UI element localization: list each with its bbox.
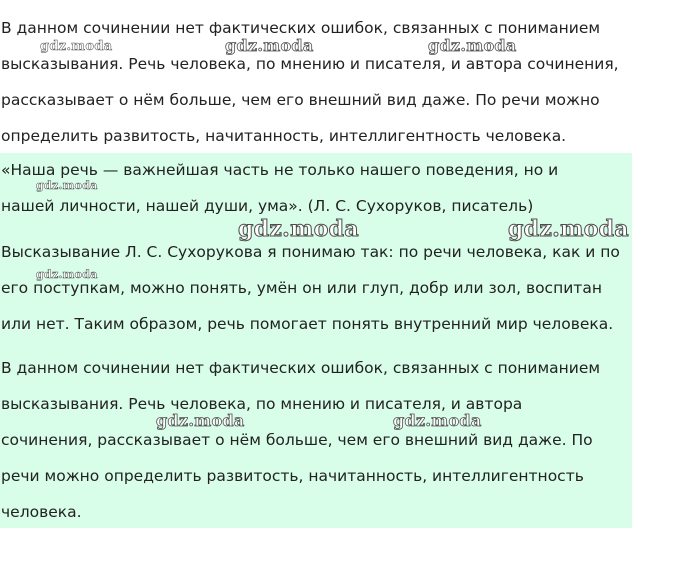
text-line: сочинения, рассказывает о нём больше, чем его внешний вид даже. По bbox=[1, 431, 593, 449]
text-line: речи можно определить развитость, начитанность, интеллигентность bbox=[1, 467, 584, 485]
text-line: высказывания. Речь человека, по мнению и писателя, и автора сочинения, bbox=[1, 55, 619, 73]
watermark: gdz.moda bbox=[238, 216, 359, 242]
text-line: нашей личности, нашей души, ума». (Л. С. Сухоруков, писатель) bbox=[1, 197, 534, 215]
text-line: человека. bbox=[1, 503, 82, 521]
text-line: В данном сочинении нет фактических ошибок, связанных с пониманием bbox=[1, 19, 601, 37]
text-line: рассказывает о нём больше, чем его внешний вид даже. По речи можно bbox=[1, 91, 600, 109]
text-line: «Наша речь — важнейшая часть не только нашего поведения, но и bbox=[1, 161, 559, 179]
text-line: его поступкам, можно понять, умён он или глуп, добр или зол, воспитан bbox=[1, 279, 602, 297]
watermark: gdz.moda bbox=[40, 39, 113, 54]
watermark: gdz.moda bbox=[36, 268, 98, 281]
watermark: gdz.moda bbox=[508, 216, 629, 242]
text-line: Высказывание Л. С. Сухорукова я понимаю так: по речи человека, как и по bbox=[1, 243, 620, 261]
text-line: В данном сочинении нет фактических ошибок, связанных с пониманием bbox=[1, 359, 601, 377]
watermark: gdz.moda bbox=[156, 411, 245, 430]
watermark: gdz.moda bbox=[428, 36, 517, 55]
text-line: определить развитость, начитанность, интеллигентность человека. bbox=[1, 127, 567, 145]
watermark: gdz.moda bbox=[225, 36, 314, 55]
text-line: высказывания. Речь человека, по мнению и писателя, и автора bbox=[1, 395, 523, 413]
text-line: или нет. Таким образом, речь помогает понять внутренний мир человека. bbox=[1, 315, 614, 333]
watermark: gdz.moda bbox=[393, 411, 482, 430]
watermark: gdz.moda bbox=[36, 179, 98, 192]
